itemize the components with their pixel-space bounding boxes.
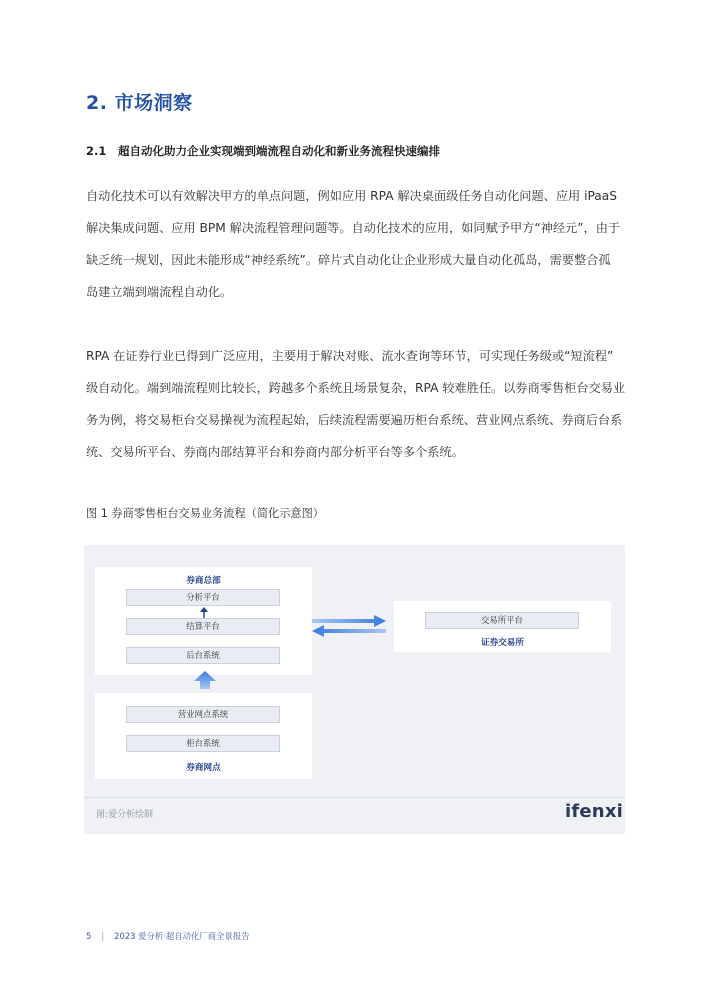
paragraph-1 <box>86 180 626 308</box>
settlement-platform-box: 结算平台 <box>126 618 280 635</box>
figure-source: 图:爱分析绘制 <box>96 810 154 820</box>
footer-separator: | <box>101 931 105 941</box>
branch-title: 券商网点 <box>186 763 221 773</box>
footer-text: 2023 爱分析·超自动化厂商全景报告 <box>114 931 250 941</box>
branch-card <box>95 693 312 779</box>
paragraph-line: 自动化技术可以有效解决甲方的单点问题，例如应用 RPA 解决桌面级任务自动化问题、应用 iPaaS <box>86 189 617 203</box>
exchange-card <box>394 601 611 652</box>
subsection-title-text: 超自动化助力企业实现端到端流程自动化和新业务流程快速编排 <box>118 144 440 158</box>
hq-card <box>95 567 312 675</box>
branch-system-box: 营业网点系统 <box>126 706 280 723</box>
hq-title: 券商总部 <box>186 576 221 586</box>
paragraph-line: 级自动化。端到端流程则比较长，跨越多个系统且场景复杂，RPA 较难胜任。以券商零售柜台交易业 <box>86 381 626 395</box>
exchange-title: 证券交易所 <box>481 638 524 648</box>
figure-divider <box>84 797 625 798</box>
paragraph-line: 岛建立端到端流程自动化。 <box>86 285 233 299</box>
paragraph-line: 统、交易所平台、券商内部结算平台和券商内部分析平台等多个系统。 <box>86 445 464 459</box>
section-number: 2. <box>86 92 108 114</box>
page-footer <box>86 930 250 942</box>
branch-to-hq-arrow-icon <box>194 671 216 689</box>
paragraph-line: 缺乏统一规划，因此未能形成“神经系统”。碎片式自动化让企业形成大量自动化孤岛，需要整合孤 <box>86 253 611 267</box>
exchange-platform-box: 交易所平台 <box>425 612 579 629</box>
back-office-system-box: 后台系统 <box>126 647 280 664</box>
paragraph-line: 解决集成问题、应用 BPM 解决流程管理问题等。自动化技术的应用，如同赋予甲方“神经元”，由于 <box>86 221 621 235</box>
section-title-text: 市场洞察 <box>114 92 193 114</box>
paragraph-2 <box>86 340 626 468</box>
page-number: 5 <box>86 931 92 941</box>
analysis-platform-box: 分析平台 <box>126 589 280 606</box>
bidirectional-arrow-icon <box>308 613 390 639</box>
paragraph-line: RPA 在证券行业已得到广泛应用，主要用于解决对账、流水查询等环节，可实现任务级或“短流程” <box>86 349 614 363</box>
ifenxi-logo: ifenxi <box>565 801 624 822</box>
figure-caption: 图 1 券商零售柜台交易业务流程（简化示意图） <box>86 507 324 520</box>
section-title <box>86 88 193 115</box>
counter-system-box: 柜台系统 <box>126 735 280 752</box>
paragraph-line: 务为例，将交易柜台交易操视为流程起始，后续流程需要遍历柜台系统、营业网点系统、券商后台系 <box>86 413 623 427</box>
subsection-title <box>86 143 440 159</box>
subsection-number: 2.1 <box>86 144 107 158</box>
figure-diagram <box>84 545 625 834</box>
